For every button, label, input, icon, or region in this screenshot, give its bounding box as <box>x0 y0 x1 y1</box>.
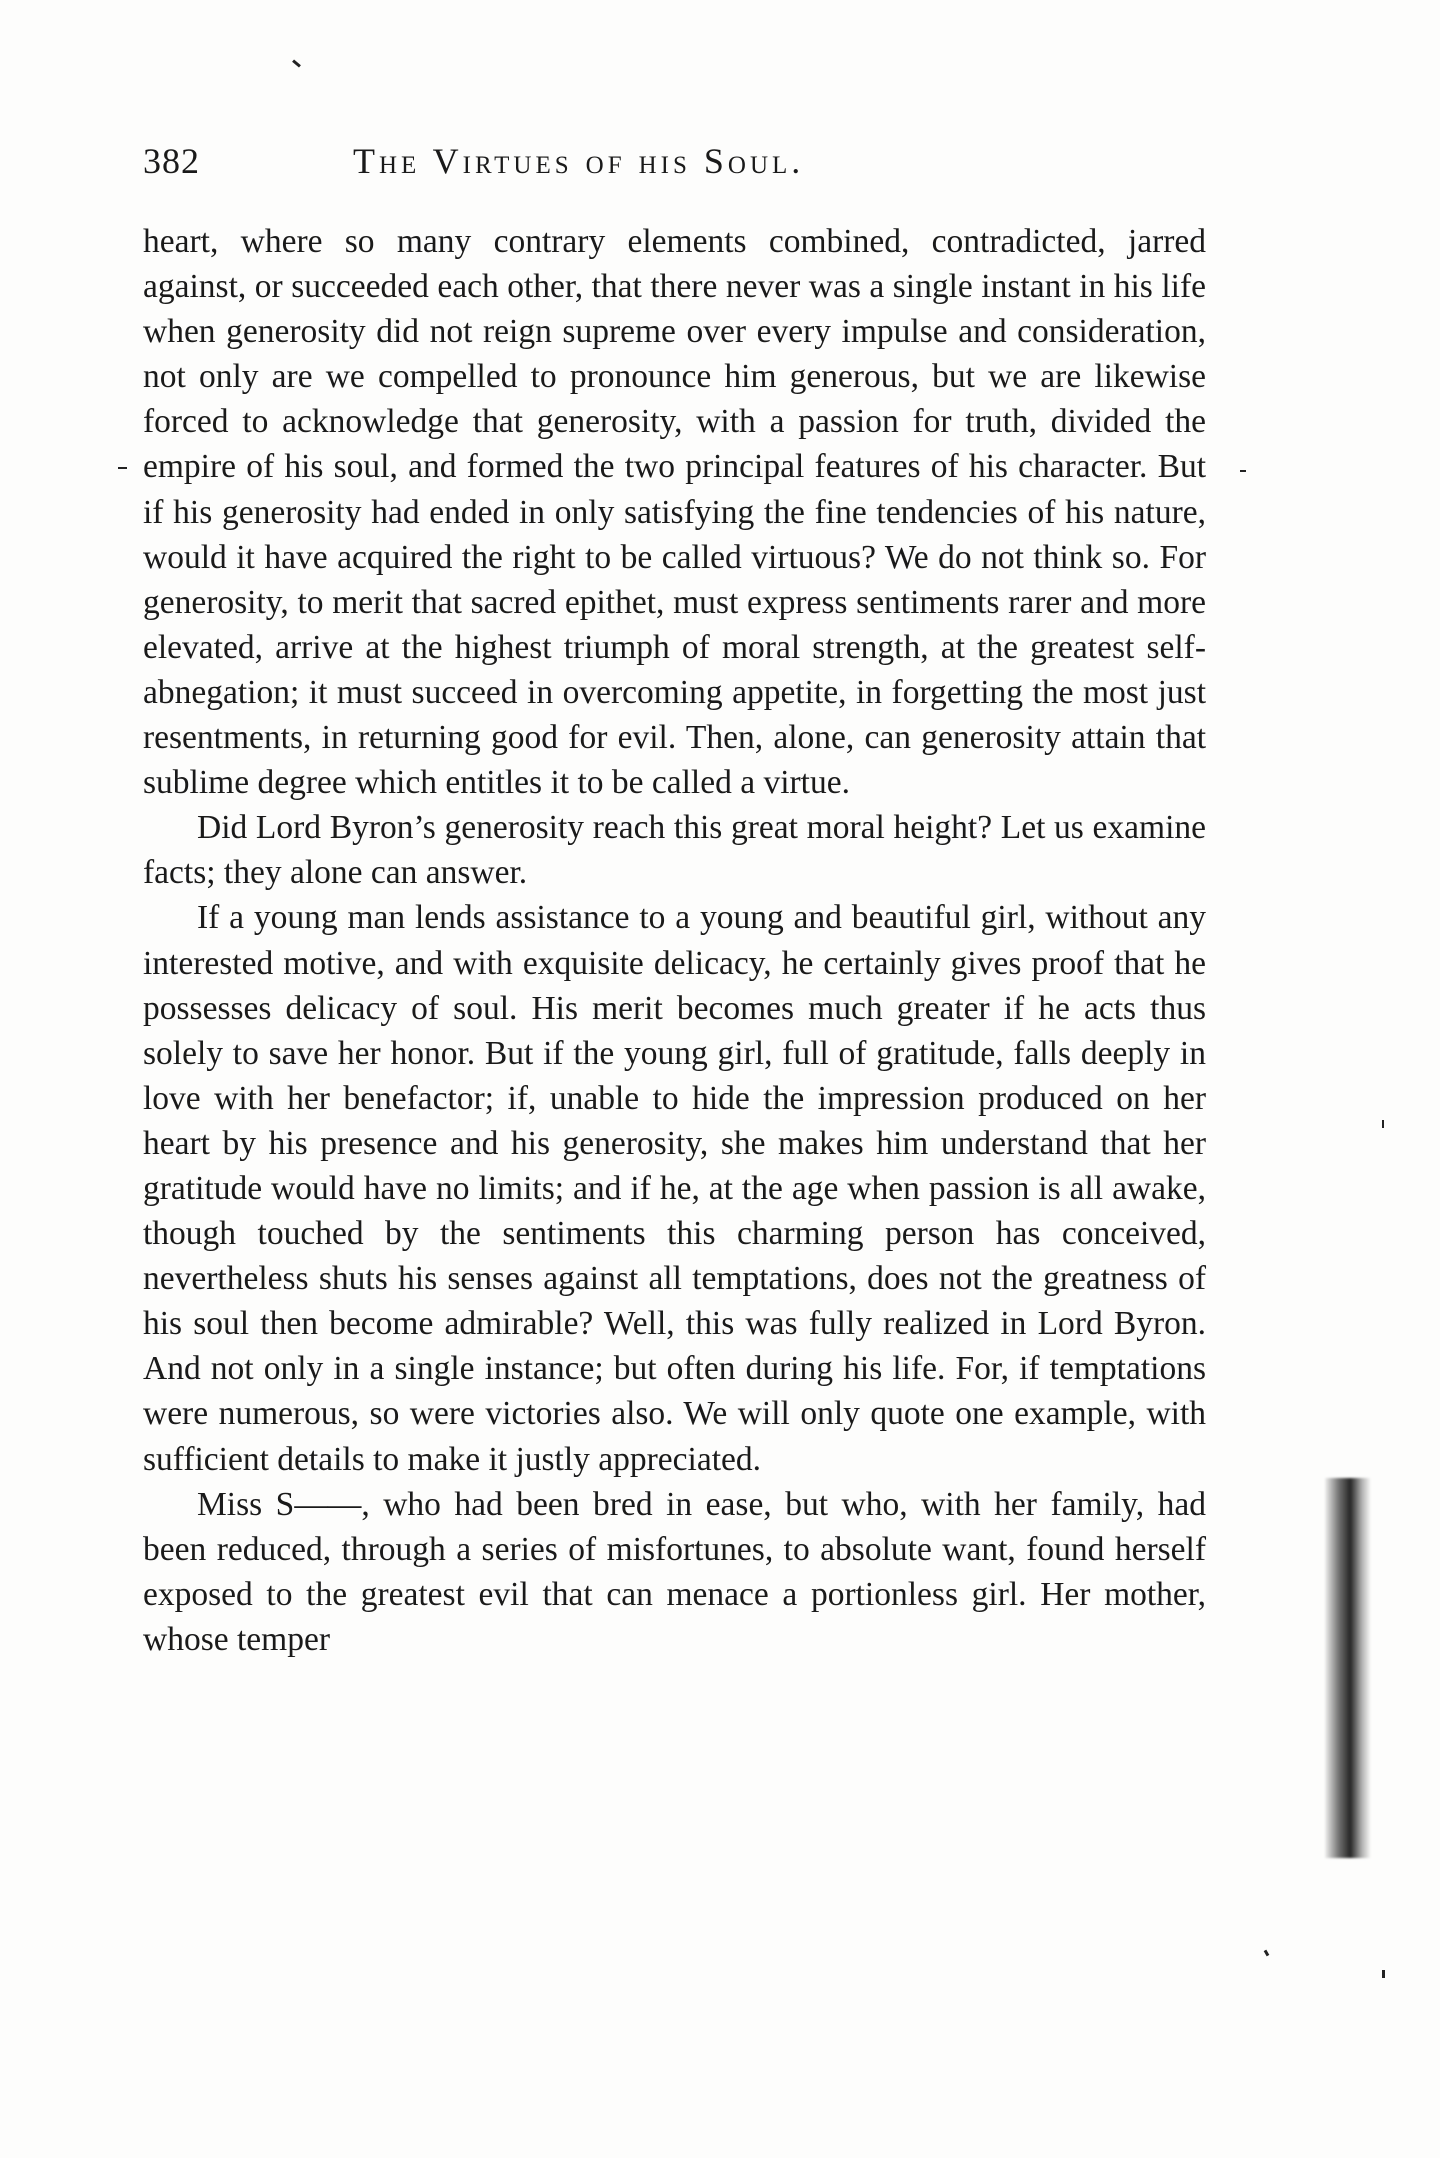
paragraph-continued: heart, where so many contrary elements combined, contradicted, jarred against, or succeeded each other, that there never was a single instant in his life when generosity did not reign supreme over every impulse and consideration, not only are we compelled to pronounce him generous, but we are likewise forced to acknowledge that generosity, with a passion for truth, divided the empire of his soul, and formed the two principal features of his character. But if his generosity had ended in only satisfying the fine tendencies of his nature, would it have acquired the right to be called virtuous? We do not think so. For generosity, to merit that sacred epithet, must express sentiments rarer and more elevated, arrive at the highest triumph of moral strength, at the greatest self-abnegation; it must succeed in overcoming appetite, in forgetting the most just resentments, in returning good for evil. Then, alone, can generosity attain that sublime degree which entitles it to be called a virtue. <box>143 223 1206 802</box>
binding-shadow <box>1325 1478 1371 1858</box>
paragraph: Did Lord Byron’s generosity reach this great moral height? Let us examine facts; they alone can answer. <box>143 809 1206 892</box>
scan-mark <box>1382 1120 1384 1128</box>
paragraph: Miss S——, who had been bred in ease, but who, with her family, had been reduced, through a series of misfortunes, to absolute want, found herself exposed to the greatest evil that can menace a portionless girl. Her mother, whose temper <box>143 1485 1206 1658</box>
page-header <box>143 140 1205 190</box>
paragraph: If a young man lends assistance to a young and beautiful girl, without any interested motive, and with exquisite delicacy, he certainly gives proof that he possesses delicacy of soul. His merit becomes much greater if he acts thus solely to save her honor. But if the young girl, full of gratitude, falls deeply in love with her benefactor; if, unable to hide the impression produced on her heart by his presence and his generosity, she makes him understand that her gratitude would have no limits; and if he, at the age when passion is all awake, though touched by the sentiments this charming person has conceived, nevertheless shuts his senses against all temptations, does not the greatness of his soul then become admirable? Well, this was fully realized in Lord Byron. And not only in a single instance; but often during his life. For, if temptations were numerous, so were victories also. We will only quote one example, with sufficient details to make it justly appreciated. <box>143 899 1206 1478</box>
body-text <box>143 219 1206 1662</box>
running-title: The Virtues of his Soul. <box>353 141 805 181</box>
scan-mark <box>1382 1970 1385 1978</box>
scan-mark <box>1264 1950 1270 1957</box>
page-number: 382 <box>143 141 200 181</box>
scan-mark <box>1240 470 1246 472</box>
scan-mark <box>118 467 127 469</box>
scan-mark <box>292 59 301 67</box>
